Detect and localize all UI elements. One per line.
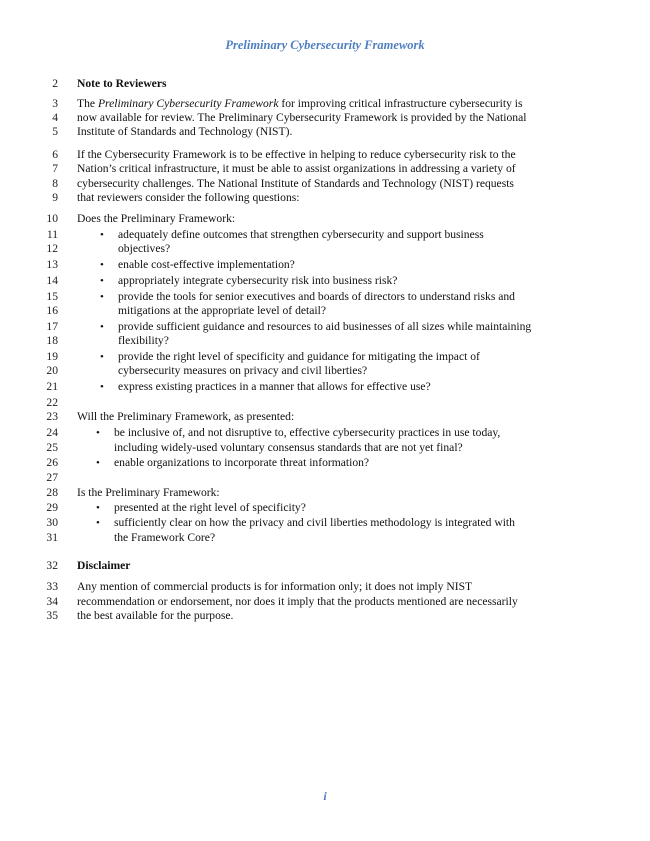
line-number: 24 xyxy=(46,426,58,439)
line-number: 35 xyxy=(46,609,58,622)
question-intro: Will the Preliminary Framework, as presented: xyxy=(77,410,295,423)
line-number: 5 xyxy=(52,125,58,138)
line-number: 13 xyxy=(46,258,58,271)
line-number: 19 xyxy=(46,350,58,363)
line-number: 28 xyxy=(46,486,58,499)
running-title: Preliminary Cybersecurity Framework xyxy=(225,38,425,52)
paragraph-text xyxy=(77,97,523,111)
line-number: 17 xyxy=(46,320,58,333)
line-number: 22 xyxy=(46,396,58,409)
line-number: 9 xyxy=(52,191,58,204)
line-number: 29 xyxy=(46,501,58,514)
paragraph-text: Nation’s critical infrastructure, it must be able to assist organizations in addressing a variety of xyxy=(77,162,516,175)
bullet-icon: • xyxy=(100,321,104,333)
bullet-icon: • xyxy=(96,517,100,529)
question-intro: Does the Preliminary Framework: xyxy=(77,212,236,225)
line-number: 27 xyxy=(46,471,58,484)
line-number: 30 xyxy=(46,516,58,529)
list-item-text: mitigations at the appropriate level of detail? xyxy=(118,304,326,317)
list-item-text: enable organizations to incorporate threat information? xyxy=(114,456,370,469)
line-number: 18 xyxy=(46,334,58,347)
line-number: 14 xyxy=(46,274,58,287)
bullet-icon: • xyxy=(100,381,104,393)
paragraph-text: that reviewers consider the following questions: xyxy=(77,191,300,204)
line-number: 8 xyxy=(52,177,58,190)
list-item-text: provide the tools for senior executives and boards of directors to understand risks and xyxy=(118,290,515,303)
line-number: 15 xyxy=(46,290,58,303)
italic-title: Preliminary Cybersecurity Framework xyxy=(97,97,279,110)
bullet-icon: • xyxy=(96,457,100,469)
line-number: 26 xyxy=(46,456,58,469)
paragraph-text: If the Cybersecurity Framework is to be effective in helping to reduce cybersecurity risk to the xyxy=(77,148,516,161)
list-item-text: including widely-used voluntary consensus standards that are not yet final? xyxy=(114,441,463,454)
bullet-icon: • xyxy=(100,351,104,363)
list-item-text: objectives? xyxy=(118,242,171,255)
text-run: The xyxy=(77,97,98,110)
bullet-icon: • xyxy=(100,259,104,271)
line-number: 6 xyxy=(52,148,58,161)
line-number: 2 xyxy=(52,77,58,90)
section-heading-disclaimer: Disclaimer xyxy=(77,559,131,572)
list-item-text: the Framework Core? xyxy=(114,531,216,544)
line-number: 20 xyxy=(46,364,58,377)
line-number: 11 xyxy=(46,228,58,241)
paragraph-text: cybersecurity challenges. The National Institute of Standards and Technology (NIST) requests xyxy=(77,177,514,190)
line-number: 25 xyxy=(46,441,58,454)
line-number: 7 xyxy=(52,162,58,175)
line-number: 4 xyxy=(52,111,58,124)
list-item-text: express existing practices in a manner that allows for effective use? xyxy=(118,380,431,393)
list-item-text: flexibility? xyxy=(118,334,169,347)
line-number: 3 xyxy=(52,97,58,110)
list-item-text: appropriately integrate cybersecurity risk into business risk? xyxy=(118,274,398,287)
list-item-text: enable cost-effective implementation? xyxy=(118,258,295,271)
line-number: 31 xyxy=(46,531,58,544)
list-item-text: adequately define outcomes that strengthen cybersecurity and support business xyxy=(118,228,484,241)
paragraph-text: now available for review. The Preliminary Cybersecurity Framework is provided by the National xyxy=(77,111,527,124)
bullet-icon: • xyxy=(100,275,104,287)
paragraph-text: the best available for the purpose. xyxy=(77,609,234,622)
paragraph-text: Any mention of commercial products is for information only; it does not imply NIST xyxy=(77,580,473,593)
line-number: 33 xyxy=(46,580,58,593)
line-number: 10 xyxy=(46,212,58,225)
list-item-text: sufficiently clear on how the privacy and civil liberties methodology is integrated with xyxy=(114,516,515,529)
line-number: 23 xyxy=(46,410,58,423)
section-heading-note-to-reviewers: Note to Reviewers xyxy=(77,77,167,90)
bullet-icon: • xyxy=(100,229,104,241)
line-number: 21 xyxy=(46,380,58,393)
bullet-icon: • xyxy=(96,427,100,439)
line-number: 12 xyxy=(46,242,58,255)
line-number: 34 xyxy=(46,595,58,608)
line-number: 16 xyxy=(46,304,58,317)
bullet-icon: • xyxy=(100,291,104,303)
list-item-text: provide the right level of specificity and guidance for mitigating the impact of xyxy=(118,350,480,363)
list-item-text: cybersecurity measures on privacy and civil liberties? xyxy=(118,364,368,377)
line-number: 32 xyxy=(46,559,58,572)
text-run: for improving critical infrastructure cybersecurity is xyxy=(278,97,523,110)
page-number: i xyxy=(323,789,327,803)
paragraph-text: Institute of Standards and Technology (NIST). xyxy=(77,125,293,138)
list-item-text: provide sufficient guidance and resources to aid businesses of all sizes while maintaining xyxy=(118,320,532,333)
list-item-text: be inclusive of, and not disruptive to, effective cybersecurity practices in use today, xyxy=(114,426,501,439)
list-item-text: presented at the right level of specificity? xyxy=(114,501,306,514)
bullet-icon: • xyxy=(96,502,100,514)
paragraph-text: recommendation or endorsement, nor does it imply that the products mentioned are necessarily xyxy=(77,595,518,608)
question-intro: Is the Preliminary Framework: xyxy=(77,486,220,499)
